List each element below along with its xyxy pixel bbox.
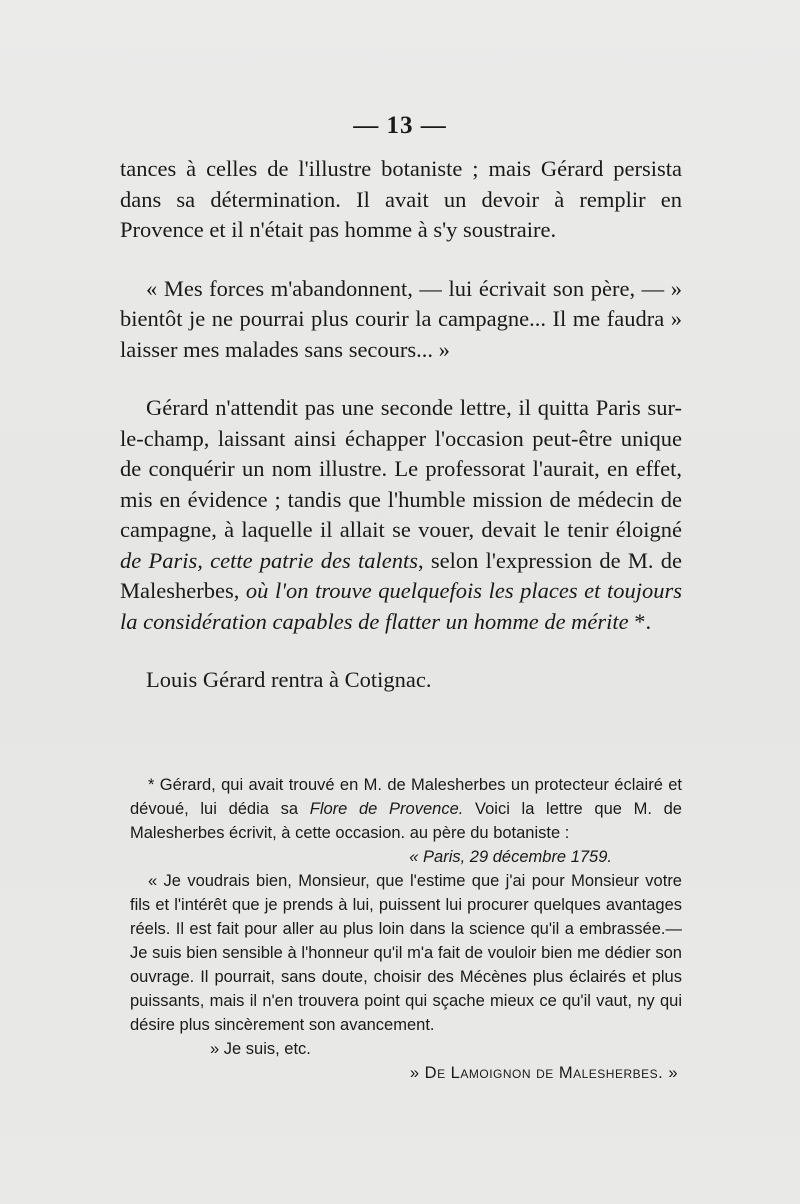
main-text — [120, 154, 682, 696]
letter-signature: » De Lamoignon de Malesherbes. » — [409, 1064, 678, 1082]
paragraph-4: Louis Gérard rentra à Cotignac. — [146, 667, 432, 692]
letter-body: « Je voudrais bien, Monsieur, que l'estime que j'ai pour Monsieur votre fils et l'intérêt que je prends à lui, puissent lui procurer quelques avantages réels. Il est fait pour aller au plus loin dans la science qu'il a embrassée.—Je suis bien sensible à l'honneur qu'il m'a fait de vouloir bien me dédier son ouvrage. Il pourrait, sans doute, choisir des Mécènes plus éclairés et plus puissants, mais il n'en trouvera point qui sçache mieux ce qu'il vaut, ny qui désire plus sincèrement son avancement. — [130, 872, 682, 1034]
letter-closing: » Je suis, etc. — [210, 1040, 311, 1058]
paragraph-3-italic-a: de Paris, cette patrie des talents — [120, 547, 419, 573]
letter-dateline: « Paris, 29 décembre 1759. — [409, 848, 612, 866]
paragraph-3-text-a: Gérard n'attendit pas une seconde lettre, il quitta Paris sur-le-champ, laissant ainsi échapper l'occasion peut-être unique de conquérir un nom illustre. Le professorat l'aurait, en effet, mis en évidence ; tandis que l'humble mission de médecin de campagne, à laquelle il allait se vouer, devait le tenir éloigné — [120, 395, 682, 542]
footnote-intro — [130, 773, 682, 845]
paragraph-3-italic-d: où l'on trouve quelquefois les places et toujours la considération capables de flatter un homme de mérite — [120, 578, 682, 634]
paragraph-3-footnote-mark: *. — [628, 608, 652, 634]
paragraph-3-text-c: , selon l'expression de M. de Malesherbes, — [120, 547, 682, 603]
paragraph-2-quote: « Mes forces m'abandonnent, — lui écrivait son père, — » bientôt je ne pourrai plus courir la campagne... Il me faudra » laisser mes malades sans secours... » — [120, 275, 682, 362]
paragraph-1: tances à celles de l'illustre botaniste ; mais Gérard persista dans sa détermination. Il avait un devoir à remplir en Provence et il n'était pas homme à s'y soustraire. — [120, 156, 682, 242]
page-number: — 13 — — [353, 112, 447, 139]
paragraph-3 — [120, 393, 682, 637]
footnote — [130, 773, 682, 1085]
footnote-intro-a: * Gérard, qui avait trouvé en M. de Malesherbes un protecteur éclairé et dévoué, lui dédia sa — [130, 776, 682, 818]
footnote-book-title: Flore de Provence. — [309, 800, 464, 818]
footnote-intro-c: Voici la lettre que M. de Malesherbes écrivit, à cette occasion. au père du botaniste : — [130, 800, 682, 842]
